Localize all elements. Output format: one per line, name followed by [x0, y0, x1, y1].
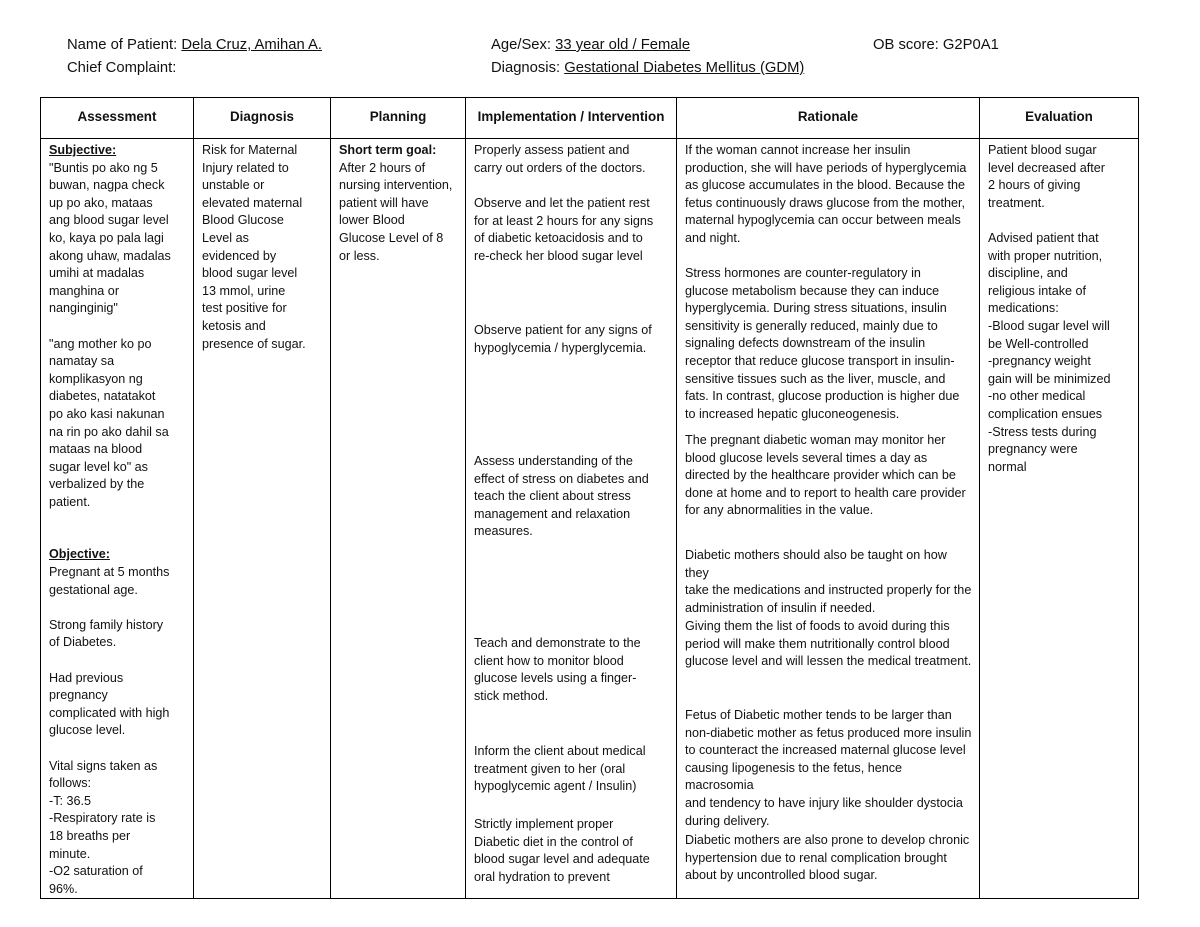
rationale-cell [677, 139, 980, 899]
rationale-7: Diabetic mothers are also prone to develop chronic hypertension due to renal complication brought about by uncontrolled blood sugar. [685, 833, 970, 883]
assessment-cell [41, 139, 194, 899]
patient-name-label: Name of Patient: [67, 37, 182, 53]
subjective-statement-2: "ang mother ko po namatay sa komplikasyon ng diabetes, natatakot po ako kasi nakunan na rin po ako dahil sa mataas na blood sugar level ko" as verbalized by the patient. [49, 336, 169, 509]
age-sex-value: 33 year old / Female [555, 37, 691, 53]
column-header-implementation: Implementation / Intervention [466, 98, 677, 139]
objective-item-3: Had previous pregnancy complicated with high glucose level. [49, 670, 170, 738]
diagnosis-label: Diagnosis: [491, 60, 565, 76]
column-header-assessment: Assessment [41, 98, 194, 139]
evaluation-cell [980, 139, 1139, 899]
age-sex-line [491, 35, 690, 55]
chief-complaint-label: Chief Complaint: [67, 60, 177, 76]
intervention-7: Strictly implement proper Diabetic diet in the control of blood sugar level and adequate oral hydration to prevent [474, 817, 650, 884]
diagnosis-cell [194, 139, 331, 899]
planning-cell [331, 139, 466, 899]
short-term-goal-text: After 2 hours of nursing intervention, patient will have lower Blood Glucose Level of 8 or less. [339, 160, 453, 263]
column-header-diagnosis: Diagnosis [194, 98, 331, 139]
intervention-6: Inform the client about medical treatment given to her (oral hypoglycemic agent / Insulin) [474, 744, 646, 794]
evaluation-advice: Advised patient that with proper nutrition, discipline, and religious intake of medications: -Blood sugar level will be Well-controlled -pregnancy weight gain will be minimized -no other medical complication ensues -Stress tests during pregnancy were normal [988, 230, 1111, 474]
column-header-planning: Planning [331, 98, 466, 139]
patient-name-line [67, 35, 322, 55]
column-header-rationale: Rationale [677, 98, 980, 139]
patient-name-value: Dela Cruz, Amihan A. [181, 37, 322, 53]
age-sex-label: Age/Sex: [491, 37, 556, 53]
intervention-3: Observe patient for any signs of hypoglycemia / hyperglycemia. [474, 323, 652, 355]
diagnosis-value: Gestational Diabetes Mellitus (GDM) [564, 60, 805, 76]
short-term-goal-label: Short term goal: [339, 143, 437, 157]
intervention-1: Properly assess patient and carry out orders of the doctors. [474, 143, 646, 175]
objective-item-1: Pregnant at 5 months gestational age. [49, 565, 170, 597]
rationale-3: The pregnant diabetic woman may monitor her blood glucose levels several times a day as directed by the healthcare provider which can be done at home and to report to health care provider for any abnormalities in the value. [685, 433, 966, 518]
ob-score: OB score: G2P0A1 [873, 37, 999, 53]
rationale-2: Stress hormones are counter-regulatory in glucose metabolism because they can induce hyperglycemia. During stress situations, insulin sensitivity is generally reduced, mainly due to signaling defects downstream of the insulin receptor that reduce glucose transport in insulin- sensitive tissues such as the liver, muscle, and fats. In contrast, glucose production is higher due to increased hepatic gluconeogenesis. [685, 266, 960, 421]
subjective-statement-1: "Buntis po ako ng 5 buwan, nagpa check up po ako, mataas ang blood sugar level ko, kaya po pala lagi akong uhaw, madalas umihi at madalas manghina or nanginginig" [49, 160, 171, 316]
intervention-2: Observe and let the patient rest for at least 2 hours for any signs of diabetic ketoacidosis and to re-check her blood sugar level [474, 196, 654, 263]
table-row [41, 139, 1139, 899]
column-header-evaluation: Evaluation [980, 98, 1139, 139]
implementation-cell [466, 139, 677, 899]
nursing-care-plan-table [40, 97, 1139, 899]
intervention-5: Teach and demonstrate to the client how to monitor blood glucose levels using a finger- stick method. [474, 636, 641, 703]
table-header-row [41, 98, 1139, 139]
rationale-6: Fetus of Diabetic mother tends to be larger than non-diabetic mother as fetus produced more insulin to counteract the increased maternal glucose level causing lipogenesis to the fetus, hence macrosomia and tendency to have injury like shoulder dystocia during delivery. [685, 708, 972, 828]
rationale-1: If the woman cannot increase her insulin production, she will have periods of hyperglycemia as glucose accumulates in the blood. Because the fetus continuously draws glucose from the mother, maternal hypoglycemia can occur between meals and night. [685, 143, 967, 245]
nursing-diagnosis-text: Risk for Maternal Injury related to unstable or elevated maternal Blood Glucose Level as evidenced by blood sugar level 13 mmol, urine test positive for ketosis and presence of sugar. [202, 143, 306, 351]
diagnosis-line [491, 58, 804, 78]
objective-item-2: Strong family history of Diabetes. [49, 617, 164, 650]
objective-vital-signs: Vital signs taken as follows: -T: 36.5 -Respiratory rate is 18 breaths per minute. -O2 saturation of 96%. [49, 758, 158, 896]
intervention-4: Assess understanding of the effect of stress on diabetes and teach the client about stress management and relaxation measures. [474, 454, 649, 539]
objective-label: Objective: [49, 547, 110, 562]
rationale-4: Diabetic mothers should also be taught on how they take the medications and instructed properly for the administration of insulin if needed. [685, 548, 972, 615]
subjective-label: Subjective: [49, 143, 117, 157]
evaluation-result: Patient blood sugar level decreased after 2 hours of giving treatment. [988, 143, 1105, 210]
rationale-5: Giving them the list of foods to avoid during this period will make them nutritionally control blood glucose level and will lessen the medical treatment. [685, 619, 972, 669]
